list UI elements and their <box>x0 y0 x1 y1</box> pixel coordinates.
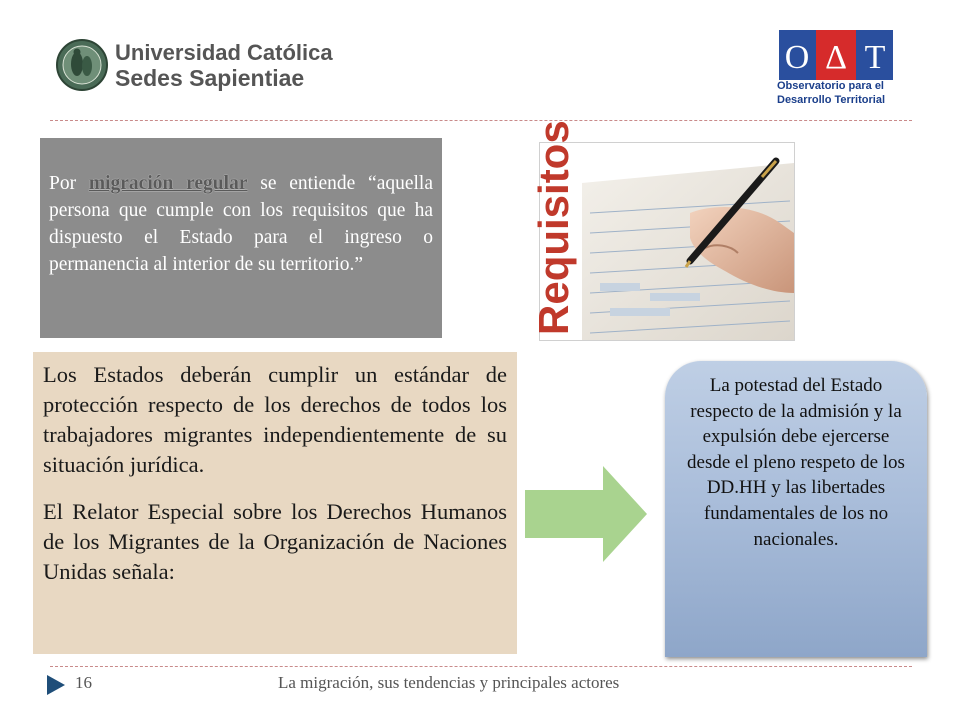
odt-logo-icon <box>779 30 893 80</box>
university-name-line1: Universidad Católica <box>115 40 333 65</box>
footer-arrow-icon <box>47 675 65 695</box>
callout-box: La potestad del Estado respecto de la admisión y la expulsión debe ejercerse desde el pleno respeto de los DD.HH y las libertades fundamentales de los no nacionales. <box>665 361 927 657</box>
form-signing-illustration <box>530 120 794 340</box>
definition-term: migración regular <box>88 173 248 194</box>
states-paragraph-1: Los Estados deberán cumplir un estándar de protección respecto de los derechos de todos los trabajadores migrantes independientemente de su situación jurídica. <box>43 362 507 477</box>
footer-title: La migración, sus tendencias y principales actores <box>278 673 620 692</box>
university-seal-icon <box>55 38 109 92</box>
svg-text:T: T <box>864 39 886 76</box>
top-divider <box>50 120 912 121</box>
page-number: 16 <box>75 673 92 692</box>
odt-logo <box>775 28 915 108</box>
definition-box <box>40 138 442 338</box>
requisitos-image <box>530 120 795 341</box>
states-paragraph-2: El Relator Especial sobre los Derechos Humanos de los Migrantes de la Organización de Naciones Unidas señala: <box>43 499 507 584</box>
states-text-box <box>33 352 517 654</box>
university-logo <box>55 38 333 96</box>
odt-name-line2: Desarrollo Territorial <box>777 94 885 106</box>
requisitos-word: Requisitos <box>530 120 577 335</box>
bottom-divider <box>50 666 912 667</box>
university-name-line2: Sedes Sapientiae <box>115 65 305 91</box>
right-arrow-icon <box>525 466 647 562</box>
odt-name-line1: Observatorio para el <box>777 80 884 92</box>
definition-body: se entiende “aquella persona que cumple con los requisitos que ha dispuesto el Estado para el ingreso o permanencia al interior de su territorio.” <box>49 173 434 275</box>
svg-text:Δ: Δ <box>825 39 847 76</box>
svg-text:O: O <box>784 39 810 76</box>
definition-prefix: Por <box>49 173 89 194</box>
